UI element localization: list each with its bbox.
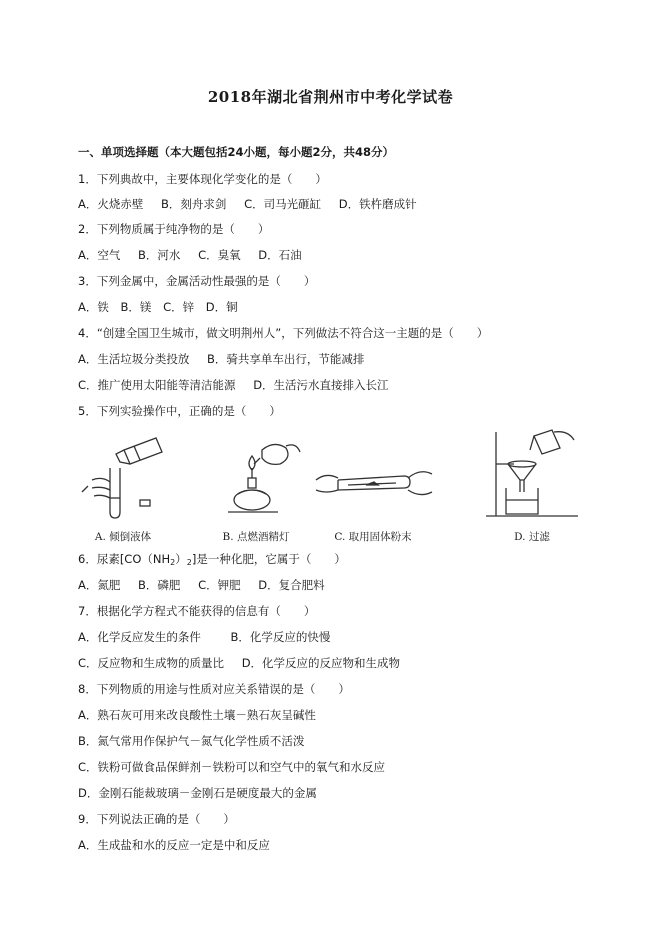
question-9-stem: 9．下列说法正确的是（ ） xyxy=(78,812,235,826)
figure-solid-powder xyxy=(308,428,438,546)
question-5-stem: 5．下列实验操作中，正确的是（ ） xyxy=(78,404,281,418)
question-2-options xyxy=(78,247,316,263)
option-c: C．反应物和生成物的质量比 xyxy=(78,656,225,670)
question-1-options xyxy=(78,196,431,212)
option-b: B．化学反应的快慢 xyxy=(230,630,331,644)
q6-stem-mid: ） xyxy=(175,552,187,566)
question-2-stem: 2．下列物质属于纯净物的是（ ） xyxy=(78,222,270,236)
figure-alcohol-lamp xyxy=(206,428,306,546)
question-8-stem: 8．下列物质的用途与性质对应关系错误的是（ ） xyxy=(78,682,350,696)
option-a: A．铁 xyxy=(78,300,109,314)
option-a: A．火烧赤壁 xyxy=(78,197,144,211)
option-c: C．司马光砸缸 xyxy=(244,197,322,211)
question-6-stem xyxy=(78,551,346,571)
q6-stem-suffix: ]是一种化肥，它属于（ ） xyxy=(191,552,346,566)
figure-filtration xyxy=(482,428,582,546)
question-7-options-row2 xyxy=(78,655,414,671)
q6-subscript-1: 2 xyxy=(170,558,176,567)
option-d: D．石油 xyxy=(258,248,302,262)
option-a: A．生活垃圾分类投放 xyxy=(78,352,190,366)
option-d: D．生活污水直接排入长江 xyxy=(253,378,389,392)
figure-pouring-liquid xyxy=(78,428,168,546)
option-d: D．铁杵磨成针 xyxy=(338,197,417,211)
option-b: B．骑共享单车出行，节能减排 xyxy=(207,352,365,366)
option-d: D．铜 xyxy=(205,300,238,314)
caption-c: C. 取用固体粉末 xyxy=(334,531,412,543)
question-8-option-c: C．铁粉可做食品保鲜剂－铁粉可以和空气中的氧气和水反应 xyxy=(78,760,386,774)
question-6-options xyxy=(78,577,339,593)
option-b: B．磷肥 xyxy=(138,578,181,592)
filtration-icon xyxy=(482,428,582,524)
caption-a: A. 倾倒液体 xyxy=(94,531,152,543)
option-a: A．化学反应发生的条件 xyxy=(78,630,201,644)
question-4-options-row1 xyxy=(78,351,378,367)
section-heading: 一、单项选择题（本大题包括24小题，每小题2分，共48分） xyxy=(78,145,395,159)
option-c: C．臭氧 xyxy=(198,248,241,262)
q6-subscript-2: 2 xyxy=(186,558,192,567)
option-c: C．钾肥 xyxy=(198,578,241,592)
option-d: D．化学反应的反应物和生成物 xyxy=(241,656,401,670)
pouring-liquid-icon xyxy=(78,428,168,524)
caption-d: D. 过滤 xyxy=(514,531,550,543)
experiment-figures xyxy=(78,428,588,546)
option-a: A．氮肥 xyxy=(78,578,121,592)
question-8-option-d: D．金刚石能裁玻璃－金刚石是硬度最大的金属 xyxy=(78,786,317,800)
question-7-options-row1 xyxy=(78,629,344,645)
page-title: 2018年湖北省荆州市中考化学试卷 xyxy=(207,88,454,106)
question-9-option-a: A．生成盐和水的反应一定是中和反应 xyxy=(78,838,270,852)
question-3-stem: 3．下列金属中，金属活动性最强的是（ ） xyxy=(78,274,316,288)
caption-b: B. 点燃酒精灯 xyxy=(222,531,290,543)
question-8-option-b: B．氮气常用作保护气－氮气化学性质不活泼 xyxy=(78,734,305,748)
option-c: C．锌 xyxy=(163,300,195,314)
question-4-options-row2 xyxy=(78,377,403,393)
question-3-options xyxy=(78,299,246,315)
question-8-option-a: A．熟石灰可用来改良酸性土壤－熟石灰呈碱性 xyxy=(78,708,316,722)
option-c: C．推广使用太阳能等清洁能源 xyxy=(78,378,236,392)
question-4-stem: 4．“创建全国卫生城市，做文明荆州人”，下列做法不符合这一主题的是（ ） xyxy=(78,326,489,340)
question-7-stem: 7．根据化学方程式不能获得的信息有（ ） xyxy=(78,604,316,618)
option-b: B．刻舟求剑 xyxy=(161,197,227,211)
alcohol-lamp-icon xyxy=(206,428,306,524)
option-a: A．空气 xyxy=(78,248,121,262)
option-d: D．复合肥料 xyxy=(258,578,325,592)
question-1-stem: 1．下列典故中，主要体现化学变化的是（ ） xyxy=(78,172,327,186)
q6-stem-prefix: 6．尿素[CO（NH xyxy=(78,552,171,566)
option-b: B．镁 xyxy=(120,300,152,314)
solid-powder-icon xyxy=(308,428,438,524)
option-b: B．河水 xyxy=(138,248,181,262)
